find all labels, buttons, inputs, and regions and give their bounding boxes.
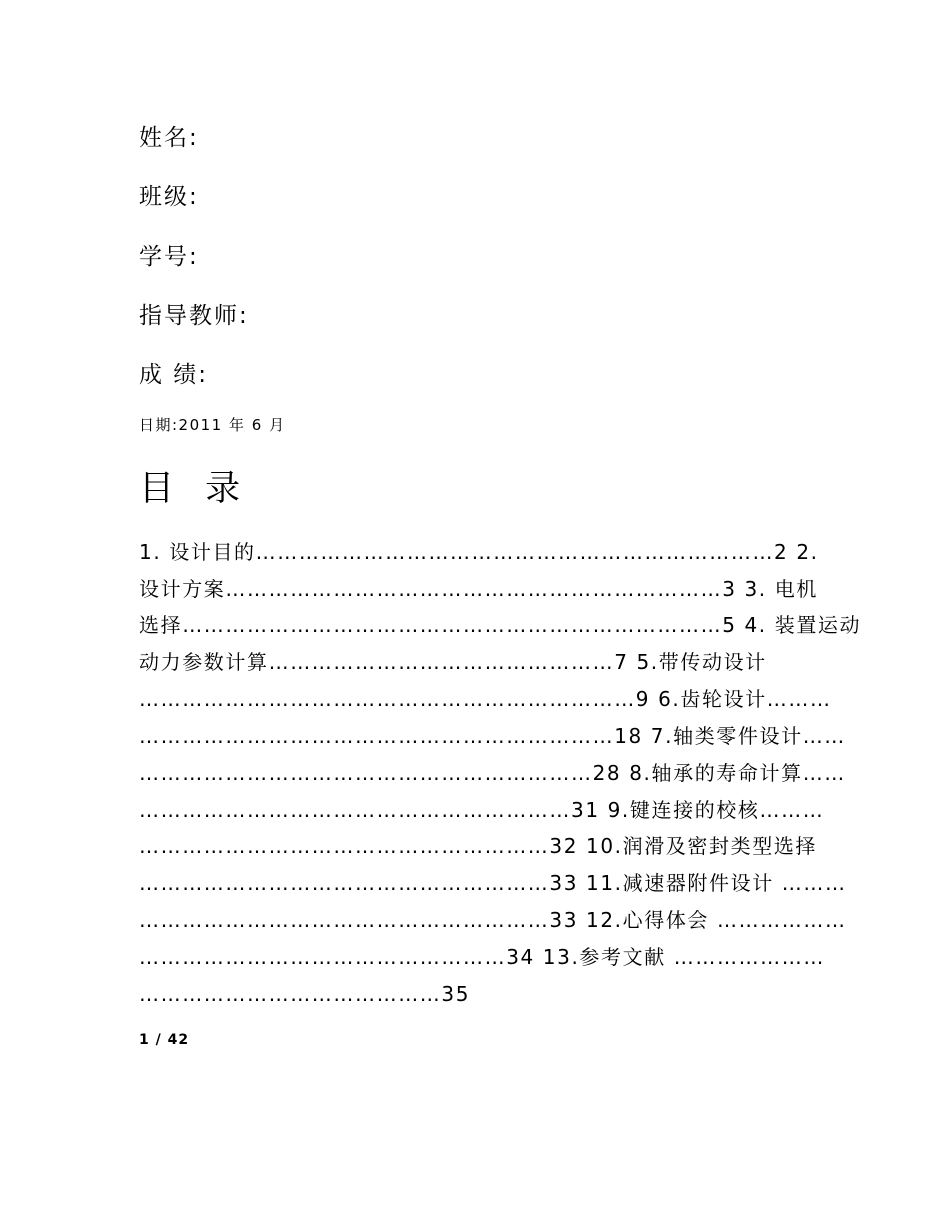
toc-line: ……………………………………………………31 9.键连接的校核……… [139, 798, 825, 822]
toc-line: ……………………………………35 [139, 982, 471, 1006]
toc-line: …………………………………………………33 11.减速器附件设计 ……… [139, 871, 847, 895]
class-label: 班级: [139, 184, 199, 210]
advisor-label: 指导教师: [139, 303, 249, 329]
date-text: 日期:2011 年 6 月 [139, 416, 286, 434]
toc-line: ……………………………………………34 13.参考文献 ………………… [139, 945, 825, 969]
toc-line: ………………………………………………………28 8.轴承的寿命计算…… [139, 761, 846, 785]
toc-line: ……………………………………………………………9 6.齿轮设计……… [139, 687, 832, 711]
toc-line: …………………………………………………33 12.心得体会 ……………… [139, 908, 847, 932]
toc-line: 设计方案……………………………………………………………3 3. 电机 [139, 577, 818, 601]
grade-label: 成 绩: [139, 362, 209, 388]
student-id-label: 学号: [139, 244, 199, 270]
toc-line: …………………………………………………………18 7.轴类零件设计…… [139, 724, 846, 748]
toc-title: 目 录 [139, 469, 251, 509]
toc-line: 1. 设计目的………………………………………………………………2 2. [139, 540, 819, 564]
page-number: 1 / 42 [139, 1032, 190, 1048]
toc-line: …………………………………………………32 10.润滑及密封类型选择 [139, 834, 818, 858]
toc-line: 动力参数计算…………………………………………7 5.带传动设计 [139, 650, 767, 674]
toc-line: 选择…………………………………………………………………5 4. 装置运动 [139, 613, 862, 637]
name-label: 姓名: [139, 125, 199, 151]
